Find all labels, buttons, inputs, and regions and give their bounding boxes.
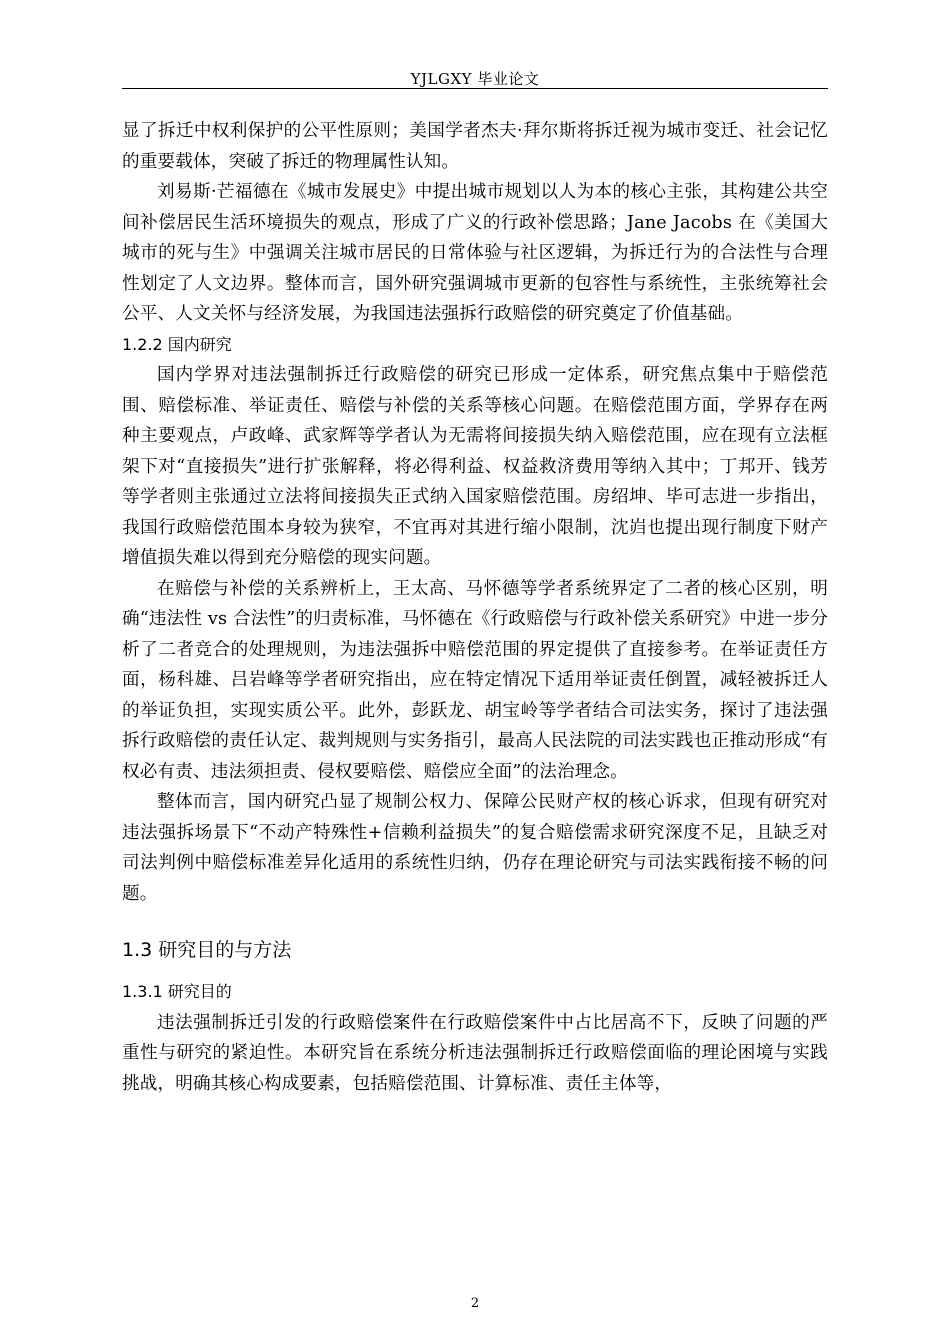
paragraph-domestic-research: 国内学界对违法强制拆迁行政赔偿的研究已形成一定体系，研究焦点集中于赔偿范围、赔偿标准、举证责任、赔偿与补偿的关系等核心问题。在赔偿范围方面，学界存在两种主要观点，卢政峰、武家辉等学者认为无需将间接损失纳入赔偿范围，应在现有立法框架下对“直接损失”进行扩张解释，将必得利益、权益救济费用等纳入其中；丁邦开、钱芳等学者则主张通过立法将间接损失正式纳入国家赔偿范围。房绍坤、毕可志进一步指出，我国行政赔偿范围本身较为狭窄，不宜再对其进行缩小限制，沈岿也提出现行制度下财产增值损失难以得到充分赔偿的现实问题。 xyxy=(122,365,828,568)
section-heading-1-3: 1.3 研究目的与方法 xyxy=(122,939,292,961)
paragraph-research-purpose: 违法强制拆迁引发的行政赔偿案件在行政赔偿案件中占比居高不下，反映了问题的严重性与研究的紧迫性。本研究旨在系统分析违法强制拆迁行政赔偿面临的理论困境与实践挑战，明确其核心构成要素，包括赔偿范围、计算标准、责任主体等， xyxy=(122,1012,828,1094)
section-heading-1-2-2: 1.2.2 国内研究 xyxy=(122,334,232,354)
page-header: YJLGXY 毕业论文 xyxy=(410,70,540,88)
header-rule xyxy=(122,88,828,89)
paragraph-continued: 显了拆迁中权利保护的公平性原则；美国学者杰夫·拜尔斯将拆迁视为城市变迁、社会记忆的重要载体，突破了拆迁的物理属性认知。 xyxy=(122,121,828,172)
page-number: 2 xyxy=(470,1296,480,1311)
page-body xyxy=(122,116,828,1099)
section-heading-1-3-1: 1.3.1 研究目的 xyxy=(122,982,232,1001)
paragraph-compensation-relation: 在赔偿与补偿的关系辨析上，王太高、马怀德等学者系统界定了二者的核心区别，明确“违法性 vs 合法性”的归责标准，马怀德在《行政赔偿与行政补偿关系研究》中进一步分析了二者竞合的处理规则，为违法强拆中赔偿范围的界定提供了直接参考。在举证责任方面，杨科雄、吕岩峰等学者研究指出，应在特定情况下适用举证责任倒置，减轻被拆迁人的举证负担，实现实质公平。此外，彭跃龙、胡宝岭等学者结合司法实务，探讨了违法强拆行政赔偿的责任认定、裁判规则与实务指引，最高人民法院的司法实践也正推动形成“有权必有责、违法须担责、侵权要赔偿、赔偿应全面”的法治理念。 xyxy=(122,578,828,782)
paragraph-foreign-research: 刘易斯·芒福德在《城市发展史》中提出城市规划以人为本的核心主张，其构建公共空间补偿居民生活环境损失的观点，形成了广义的行政补偿思路；Jane Jacobs 在《美国大城市的死与生》中强调关注城市居民的日常体验与社区逻辑，为拆迁行为的合法性与合理性划定了人文边界。整体而言，国外研究强调城市更新的包容性与系统性，主张统筹社会公平、人文关怀与经济发展，为我国违法强拆行政赔偿的研究奠定了价值基础。 xyxy=(122,182,828,324)
paragraph-domestic-summary: 整体而言，国内研究凸显了规制公权力、保障公民财产权的核心诉求，但现有研究对违法强拆场景下“不动产特殊性+信赖利益损失”的复合赔偿需求研究深度不足，且缺乏对司法判例中赔偿标准差异化适用的系统性归纳，仍存在理论研究与司法实践衔接不畅的问题。 xyxy=(122,792,828,904)
